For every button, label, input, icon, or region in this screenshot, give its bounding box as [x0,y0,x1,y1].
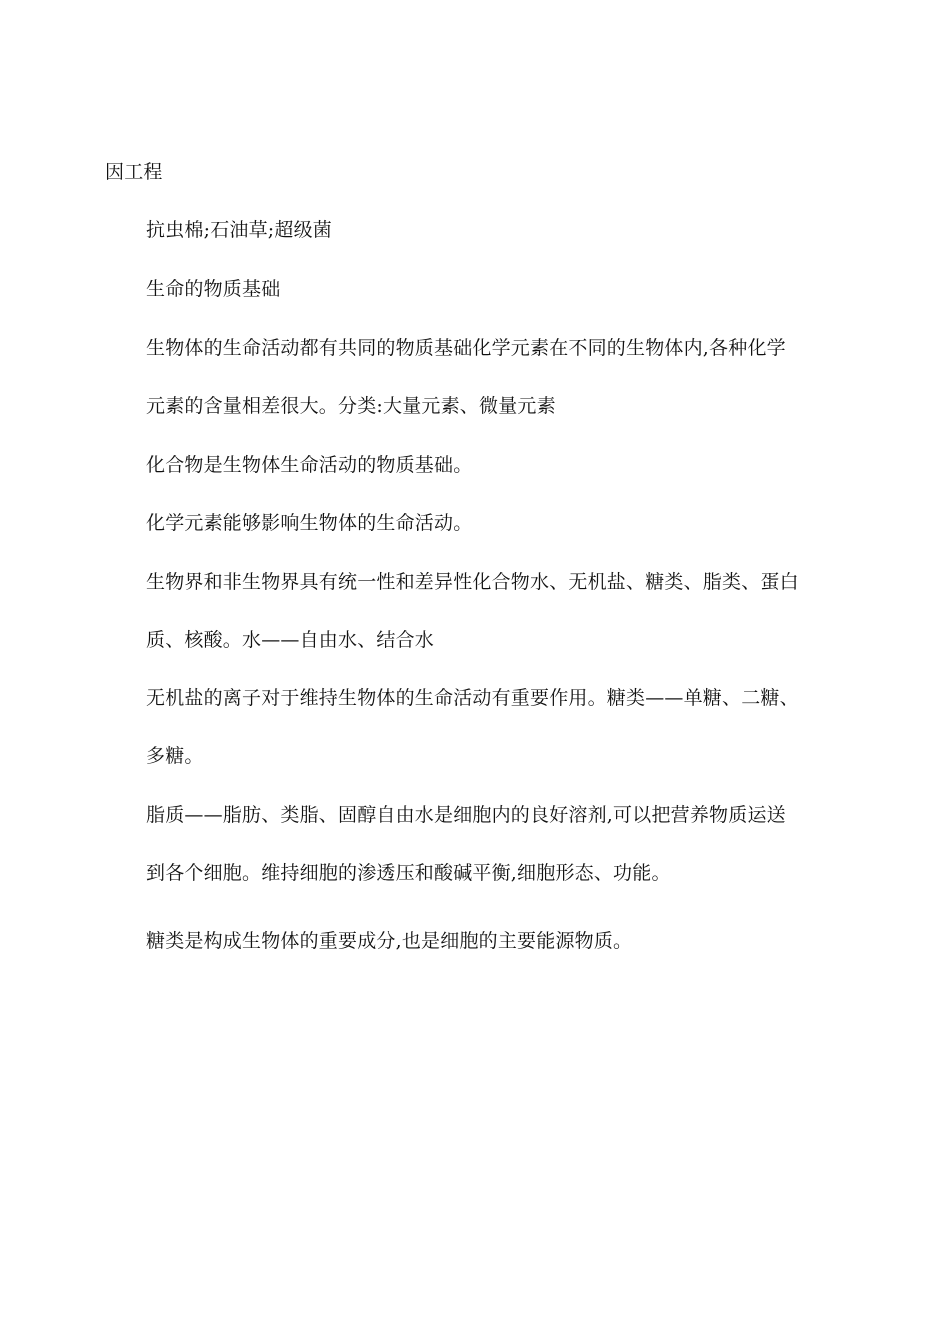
text-line: 生物界和非生物界具有统一性和差异性化合物水、无机盐、糖类、脂类、蛋白 [146,571,799,593]
text-line: 糖类是构成生物体的重要成分,也是细胞的主要能源物质。 [146,930,633,952]
text-line: 生物体的生命活动都有共同的物质基础化学元素在不同的生物体内,各种化学 [146,337,786,359]
text-line-examples: 抗虫棉;石油草;超级菌 [146,219,333,241]
text-line: 到各个细胞。维持细胞的渗透压和酸碱平衡,细胞形态、功能。 [146,862,671,884]
text-line: 质、核酸。水——自由水、结合水 [146,629,435,651]
text-line: 无机盐的离子对于维持生物体的生命活动有重要作用。糖类——单糖、二糖、 [146,687,799,709]
text-line: 多糖。 [146,745,204,767]
text-line: 化学元素能够影响生物体的生命活动。 [146,512,473,534]
section-heading: 生命的物质基础 [146,278,281,300]
text-line: 脂质——脂肪、类脂、固醇自由水是细胞内的良好溶剂,可以把营养物质运送 [146,804,786,826]
text-line: 元素的含量相差很大。分类:大量元素、微量元素 [146,395,556,417]
text-line-heading-fragment: 因工程 [105,161,163,183]
text-line: 化合物是生物体生命活动的物质基础。 [146,454,473,476]
